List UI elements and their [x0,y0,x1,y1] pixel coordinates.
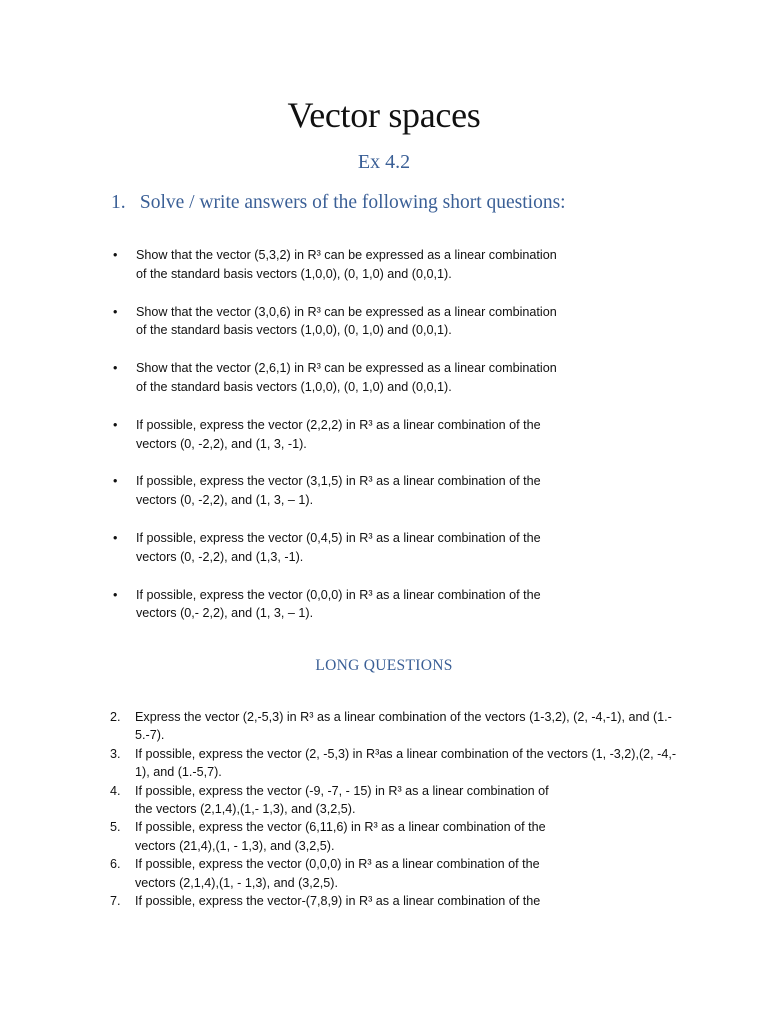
question-text-line: vectors (21,4),(1, - 1,3), and (3,2,5). [135,838,335,853]
short-question-item [110,359,710,397]
question-text-line: If possible, express the vector (0,0,0) in R³ as a linear combination of the [135,857,540,872]
page-title: Vector spaces [287,95,481,135]
short-question-item [110,303,710,341]
question-text-line: If possible, express the vector (0,0,0) in R³ as a linear combination of the [136,587,541,602]
question-text-line: vectors (2,1,4),(1, - 1,3), and (3,2,5). [135,875,338,890]
question-text-line: If possible, express the vector (2,2,2) in R³ as a linear combination of the [136,417,541,432]
question-text-line: vectors (0, -2,2), and (1, 3, -1). [136,436,307,451]
long-questions-list [110,708,677,910]
bullet-icon: • [113,248,118,262]
question-number: 4. [110,783,121,798]
question-text-line: Show that the vector (3,0,6) in R³ can be expressed as a linear combination [136,304,557,319]
long-questions-heading: LONG QUESTIONS [315,657,453,674]
question-text-line: vectors (0, -2,2), and (1,3, -1). [136,549,304,564]
question-text-line: If possible, express the vector (6,11,6) in R³ as a linear combination of the [135,820,546,835]
question-text-line: of the standard basis vectors (1,0,0), (0, 1,0) and (0,0,1). [136,266,452,281]
short-questions-list [110,246,710,642]
question-text-line: the vectors (2,1,4),(1,- 1,3), and (3,2,5). [135,802,356,817]
long-question-item [110,892,670,910]
exercise-label: Ex 4.2 [357,151,411,173]
question-text-line: If possible, express the vector (-9, -7, - 15) in R³ as a linear combination of [135,783,549,798]
section-heading [111,192,566,214]
question-text-line: of the standard basis vectors (1,0,0), (0, 1,0) and (0,0,1). [136,323,452,338]
question-text-line: vectors (0,- 2,2), and (1, 3, – 1). [136,606,314,621]
short-question-item [110,416,710,454]
short-question-item [110,472,710,510]
question-text-line: If possible, express the vector-(7,8,9) in R³ as a linear combination of the [135,894,541,909]
bullet-icon: • [113,304,118,319]
long-question-item [110,818,670,855]
long-question-item [110,855,670,892]
question-text-line: Show that the vector (5,3,2) in R³ can be expressed as a linear combination [136,248,557,262]
question-text-line: 5.-7). [135,728,165,743]
question-number: 2. [110,710,121,724]
short-question-item [110,586,710,624]
question-number: 3. [110,746,121,761]
question-text-line: of the standard basis vectors (1,0,0), (0, 1,0) and (0,0,1). [136,379,452,394]
question-number: 5. [110,820,121,835]
bullet-icon: • [113,587,118,602]
long-question-item [110,708,670,745]
bullet-icon: • [113,417,118,432]
section-heading-text: Solve / write answers of the following short questions: [139,192,566,213]
question-text-line: If possible, express the vector (2, -5,3) in R³as a linear combination of the vectors (1, -3,2),(2, -4,- [135,746,677,761]
short-question-item [110,246,710,284]
section-number: 1. [111,192,126,213]
bullet-icon: • [113,474,118,489]
short-question-item [110,529,710,567]
bullet-icon: • [113,361,118,376]
question-text-line: vectors (0, -2,2), and (1, 3, – 1). [136,493,314,508]
question-text-line: Show that the vector (2,6,1) in R³ can be expressed as a linear combination [136,361,557,376]
question-text-line: 1), and (1.-5,7). [135,765,222,780]
long-question-item [110,782,670,819]
bullet-icon: • [113,530,118,545]
question-text-line: Express the vector (2,-5,3) in R³ as a linear combination of the vectors (1-3,2), (2, -4,-1), and (1.- [135,710,672,724]
long-question-item [110,745,677,782]
question-text-line: If possible, express the vector (3,1,5) in R³ as a linear combination of the [136,474,541,489]
question-number: 6. [110,857,121,872]
question-number: 7. [110,894,121,909]
question-text-line: If possible, express the vector (0,4,5) in R³ as a linear combination of the [136,530,541,545]
